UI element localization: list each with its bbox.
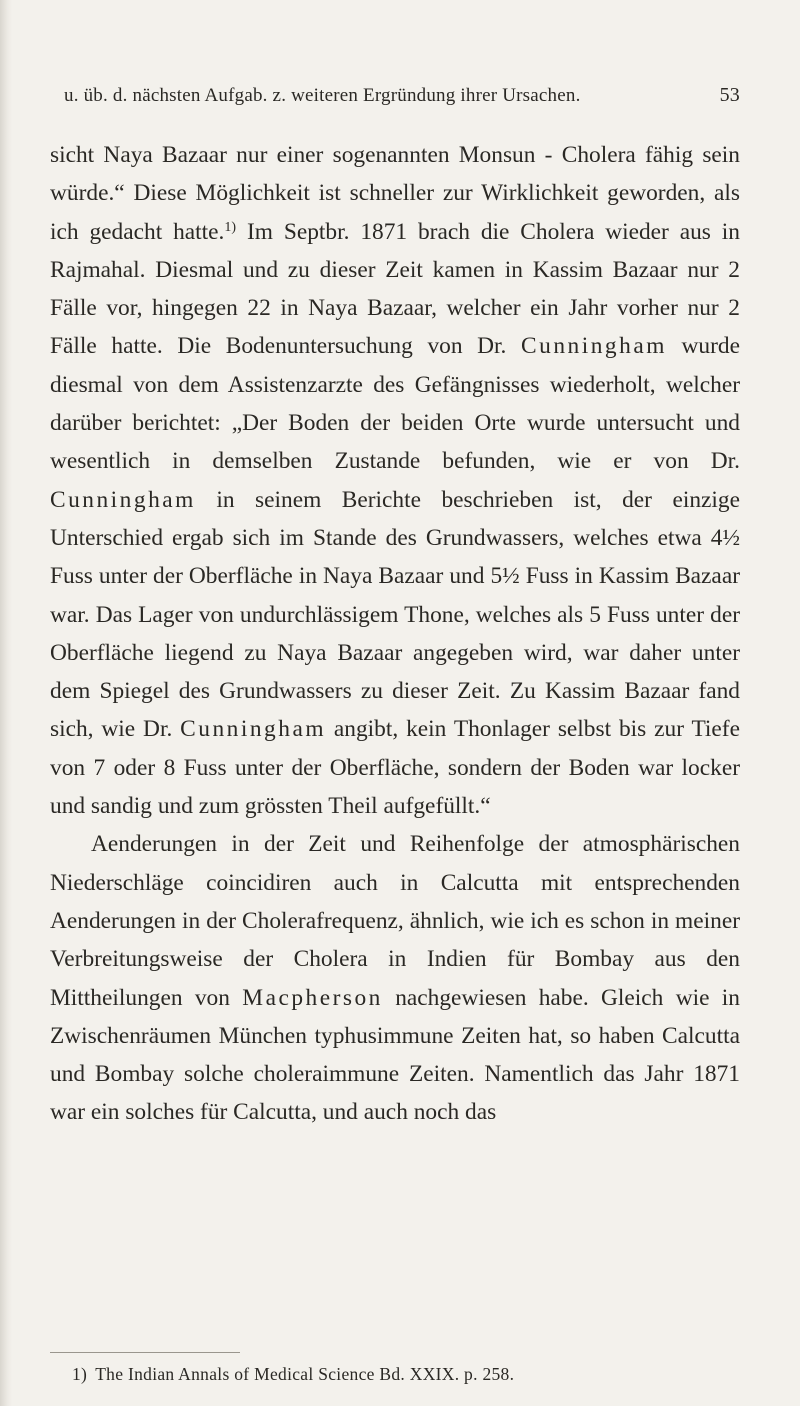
person-name-cunningham: Cunningham bbox=[50, 486, 196, 513]
paragraph-1 bbox=[50, 136, 740, 825]
paragraph-1-text-3: wurde diesmal von dem Assistenzarzte des Gefängnisses wiederholt, welcher darüber berichtet: „Der Boden der beiden Orte wurde untersucht und wesentlich in demselben Zustande befunden, wie er von Dr. bbox=[50, 333, 740, 475]
person-name-cunningham: Cunningham bbox=[521, 333, 667, 360]
footnote-divider bbox=[50, 1352, 240, 1353]
body-text bbox=[50, 136, 740, 1132]
paragraph-2-text-2: nachgewiesen habe. Gleich wie in Zwischenräumen München typhusimmune Zeiten hat, so haben Calcutta und Bombay solche choleraimmune Zeiten. Namentlich das Jahr 1871 war ein solches für Calcutta, und auch noch das bbox=[50, 984, 740, 1126]
paragraph-1-text-1: sicht Naya Bazaar nur einer sogenannten Monsun - Cholera fähig sein würde.“ Diese Möglichkeit ist schneller zur Wirklichkeit geworden, als ich gedacht hatte. bbox=[50, 142, 740, 245]
paragraph-1-text-4: in seinem Berichte beschrieben ist, der einzige Unterschied ergab sich im Stande des Grundwassers, welches etwa 4½ Fuss unter der Oberfläche in Naya Bazaar und 5½ Fuss in Kassim Bazaar war. Das Lager von undurchlässigem Thone, welches als 5 Fuss unter der Oberfläche liegend zu Naya Bazaar angegeben wird, war daher unter dem Spiegel des Grundwassers zu dieser Zeit. Zu Kassim Bazaar fand sich, wie Dr. bbox=[50, 486, 740, 743]
footnote bbox=[72, 1364, 740, 1385]
running-header bbox=[64, 84, 740, 107]
paragraph-1-text-2: Im Septbr. 1871 brach die Cholera wieder aus in Rajmahal. Diesmal und zu dieser Zeit kamen in Kassim Bazaar nur 2 Fälle vor, hingegen 22 in Naya Bazaar, welcher ein Jahr vorher nur 2 Fälle hatte. Die Bodenuntersuchung von Dr. bbox=[50, 218, 740, 360]
footnote-text: The Indian Annals of Medical Science Bd. XXIX. p. 258. bbox=[95, 1364, 515, 1384]
footnote-reference: 1) bbox=[224, 219, 237, 235]
paragraph-2-text-1: Aenderungen in der Zeit und Reihenfolge der atmosphärischen Niederschläge coincidiren auch in Calcutta mit entsprechenden Aenderungen in der Cholerafrequenz, ähnlich, wie ich es schon in meiner Verbreitungsweise der Cholera in Indien für Bombay aus den Mittheilungen von bbox=[50, 831, 740, 1011]
paragraph-2 bbox=[50, 825, 740, 1131]
person-name-macpherson: Macpherson bbox=[242, 984, 383, 1011]
page-edge-shadow bbox=[0, 0, 12, 1406]
paragraph-1-text-5: angibt, kein Thonlager selbst bis zur Tiefe von 7 oder 8 Fuss unter der Oberfläche, sondern der Boden war locker und sandig und zum grössten Theil aufgefüllt.“ bbox=[50, 716, 740, 820]
running-title: u. üb. d. nächsten Aufgab. z. weiteren Ergründung ihrer Ursachen. bbox=[64, 85, 581, 106]
page-number: 53 bbox=[719, 84, 740, 106]
person-name-cunningham: Cunningham bbox=[180, 716, 327, 743]
footnote-marker: 1) bbox=[72, 1364, 88, 1384]
